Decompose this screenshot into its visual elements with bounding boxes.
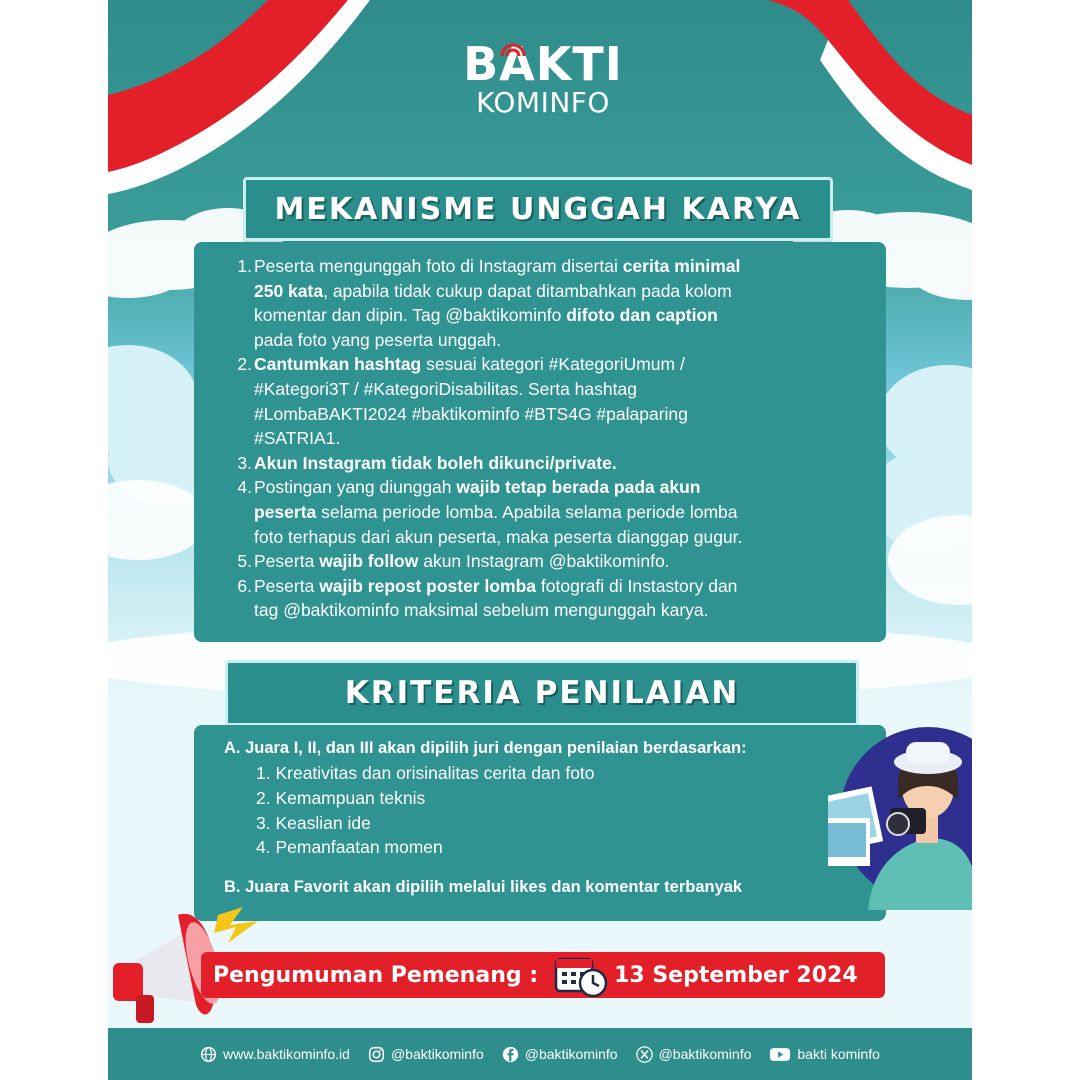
- text-segment: Cantumkan hashtag: [254, 354, 422, 375]
- poster: [108, 0, 972, 1080]
- mekanisme-item-number: 3.: [237, 452, 252, 473]
- flag-ribbon-left-red: [108, 0, 348, 172]
- text-segment: pada foto yang peserta unggah.: [254, 329, 502, 350]
- text-segment: wajib repost poster lomba: [319, 575, 537, 596]
- mekanisme-item-line: [254, 377, 879, 402]
- mekanisme-item-number: 1.: [237, 256, 252, 276]
- logo-line1: BAKTI: [463, 37, 623, 91]
- section-title-kriteria: [225, 660, 859, 726]
- globe-icon: [200, 1046, 217, 1063]
- kriteria-panel: [194, 725, 886, 921]
- mekanisme-item: [224, 549, 879, 574]
- calendar-clock-icon: [552, 953, 610, 997]
- footer-website-text: www.baktikominfo.id: [223, 1046, 350, 1062]
- facebook-icon: [502, 1046, 519, 1063]
- mekanisme-item-line: [254, 598, 879, 623]
- mekanisme-item-line: [254, 303, 879, 328]
- mekanisme-list: [224, 254, 879, 623]
- text-segment: Akun Instagram tidak boleh dikunci/private.: [254, 452, 617, 473]
- mekanisme-panel: [194, 242, 886, 642]
- mekanisme-item-line: [254, 475, 879, 500]
- criteria-subitem: 4. Pemanfaatan momen: [256, 837, 443, 858]
- footer-x[interactable]: [636, 1046, 752, 1063]
- youtube-icon: [769, 1046, 791, 1063]
- text-segment: cerita minimal: [622, 256, 741, 276]
- mekanisme-item: [224, 451, 879, 476]
- criteria-a: A. Juara I, II, dan III akan dipilih juri dengan penilaian berdasarkan:: [224, 739, 747, 757]
- mekanisme-item-number: 4.: [237, 477, 252, 498]
- announcement-label: Pengumuman Pemenang :: [213, 962, 539, 988]
- text-segment: Postingan yang diunggah: [254, 477, 457, 498]
- footer-youtube[interactable]: [769, 1046, 879, 1063]
- mekanisme-item: [224, 254, 879, 352]
- announcement-date: 13 September 2024: [614, 962, 858, 988]
- text-segment: wajib follow: [319, 551, 419, 572]
- text-segment: fotografi di Instastory dan: [536, 575, 738, 596]
- mekanisme-item-line: [254, 500, 879, 525]
- footer-facebook-text: @baktikominfo: [524, 1046, 618, 1062]
- mekanisme-item-line: [254, 549, 879, 574]
- text-segment: #Kategori3T / #KategoriDisabilitas. Serta hashtag: [254, 378, 637, 399]
- footer-youtube-text: bakti kominfo: [797, 1046, 880, 1062]
- section2-title-text: KRITERIA PENILAIAN: [344, 675, 740, 711]
- text-segment: sesuai kategori #KategoriUmum /: [421, 354, 685, 375]
- logo-line2: KOMINFO: [476, 86, 610, 119]
- mekanisme-item-line: [254, 328, 879, 353]
- mekanisme-item-line: [254, 451, 879, 476]
- flag-ribbon-right-red: [768, 0, 972, 165]
- text-segment: komentar dan dipin. Tag @baktikominfo: [254, 305, 567, 326]
- footer-facebook[interactable]: [502, 1046, 618, 1063]
- text-segment: , apabila tidak cukup dapat ditambahkan pada kolom: [323, 280, 732, 301]
- mekanisme-item: [224, 574, 879, 623]
- mekanisme-item-number: 2.: [237, 354, 252, 375]
- criteria-subitem: 1. Kreativitas dan orisinalitas cerita dan foto: [256, 763, 595, 783]
- mekanisme-item-line: [254, 352, 879, 377]
- mekanisme-item-line: [254, 525, 879, 550]
- winner-announcement: [201, 952, 885, 998]
- text-segment: tag @baktikominfo maksimal sebelum mengunggah karya.: [254, 600, 709, 621]
- criteria-subitem: 2. Kemampuan teknis: [256, 787, 426, 808]
- text-segment: foto terhapus dari akun peserta, maka peserta dianggap gugur.: [254, 526, 743, 547]
- mekanisme-item-line: [254, 402, 879, 427]
- section1-title-text: MEKANISME UNGGAH KARYA: [274, 191, 802, 227]
- mekanisme-item-line: [254, 254, 879, 279]
- footer-x-text: @baktikominfo: [658, 1046, 752, 1062]
- mekanisme-item-line: [254, 279, 879, 304]
- mekanisme-item: [224, 352, 879, 450]
- text-segment: difoto dan caption: [566, 305, 718, 326]
- text-segment: wajib tetap berada pada akun: [456, 477, 701, 498]
- text-segment: peserta: [254, 501, 317, 522]
- criteria-sublist: [204, 761, 844, 860]
- text-segment: akun Instagram @baktikominfo.: [418, 551, 670, 572]
- photographer-illustration: [828, 720, 972, 910]
- criteria-subitem: 3. Keaslian ide: [256, 812, 371, 833]
- text-segment: selama periode lomba. Apabila selama periode lomba: [316, 501, 738, 522]
- signal-icon: [498, 38, 528, 58]
- text-segment: 250 kata: [254, 280, 324, 301]
- footer-instagram-text: @baktikominfo: [390, 1046, 484, 1062]
- section-title-mekanisme: [243, 177, 833, 241]
- footer-instagram[interactable]: [368, 1046, 484, 1063]
- mekanisme-item-number: 5.: [237, 551, 252, 572]
- bakti-kominfo-logo: [463, 37, 623, 119]
- mekanisme-item-number: 6.: [237, 575, 252, 596]
- mekanisme-item: [224, 475, 879, 549]
- text-segment: #SATRIA1.: [254, 428, 341, 449]
- x-twitter-icon: [636, 1046, 653, 1063]
- criteria-b: B. Juara Favorit akan dipilih melalui likes dan komentar terbanyak: [224, 878, 743, 896]
- text-segment: Peserta: [254, 575, 320, 596]
- instagram-icon: [368, 1046, 385, 1063]
- text-segment: Peserta: [254, 551, 320, 572]
- footer-bar: [108, 1028, 972, 1080]
- footer-website[interactable]: [200, 1046, 350, 1063]
- text-segment: #LombaBAKTI2024 #baktikominfo #BTS4G #palaparing: [254, 403, 688, 424]
- mekanisme-item-line: [254, 574, 879, 599]
- text-segment: Peserta mengunggah foto di Instagram disertai: [254, 256, 623, 276]
- mekanisme-item-line: [254, 426, 879, 451]
